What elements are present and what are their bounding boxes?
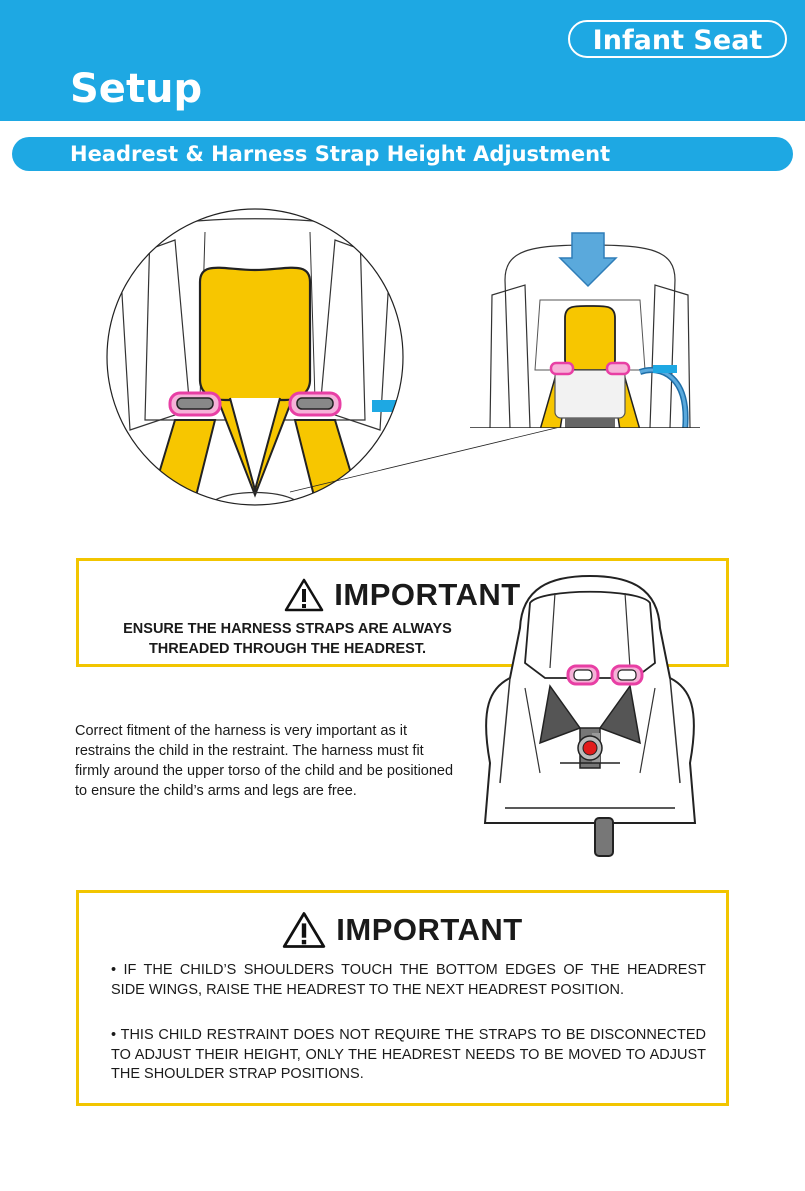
section-title: Headrest & Harness Strap Height Adjustment [70,142,611,166]
important-text-1 [79,619,496,659]
header-banner [0,0,805,121]
page-title: Setup [70,66,203,112]
important-line-1: ENSURE THE HARNESS STRAPS ARE ALWAYS [123,621,452,637]
important-header-2 [79,911,726,949]
zoomed-headrest [100,200,410,520]
important-bullet-2: • THIS CHILD RESTRAINT DOES NOT REQUIRE THE STRAPS TO BE DISCONNECTED TO ADJUST THEIR HEIGHT, ONLY THE HEADREST NEEDS TO BE MOVED TO ADJUST THE SHOULDER STRAP POSITIONS. [111,1027,706,1082]
important-box-2 [76,890,729,1106]
section-bar [12,137,793,171]
important-title-2: IMPORTANT [336,912,523,947]
fitment-paragraph: Correct fitment of the harness is very important as it restrains the child in the restraint. The harness must fit firmly around the upper torso of the child and be positioned to ensure the child’s arms and legs are free. [75,722,454,799]
important-bullet-1: • IF THE CHILD’S SHOULDERS TOUCH THE BOTTOM EDGES OF THE HEADREST SIDE WINGS, RAISE THE HEADREST TO THE NEXT HEADREST POSITION. [111,962,706,998]
important-title-1: IMPORTANT [334,577,521,612]
warning-triangle-icon [282,911,326,949]
child-seat-illustration [470,568,710,860]
warning-triangle-icon [284,578,324,612]
headrest-illustration [0,190,805,520]
infant-seat-badge: Infant Seat [568,20,787,58]
important-line-2: THREADED THROUGH THE HEADREST. [148,641,427,657]
